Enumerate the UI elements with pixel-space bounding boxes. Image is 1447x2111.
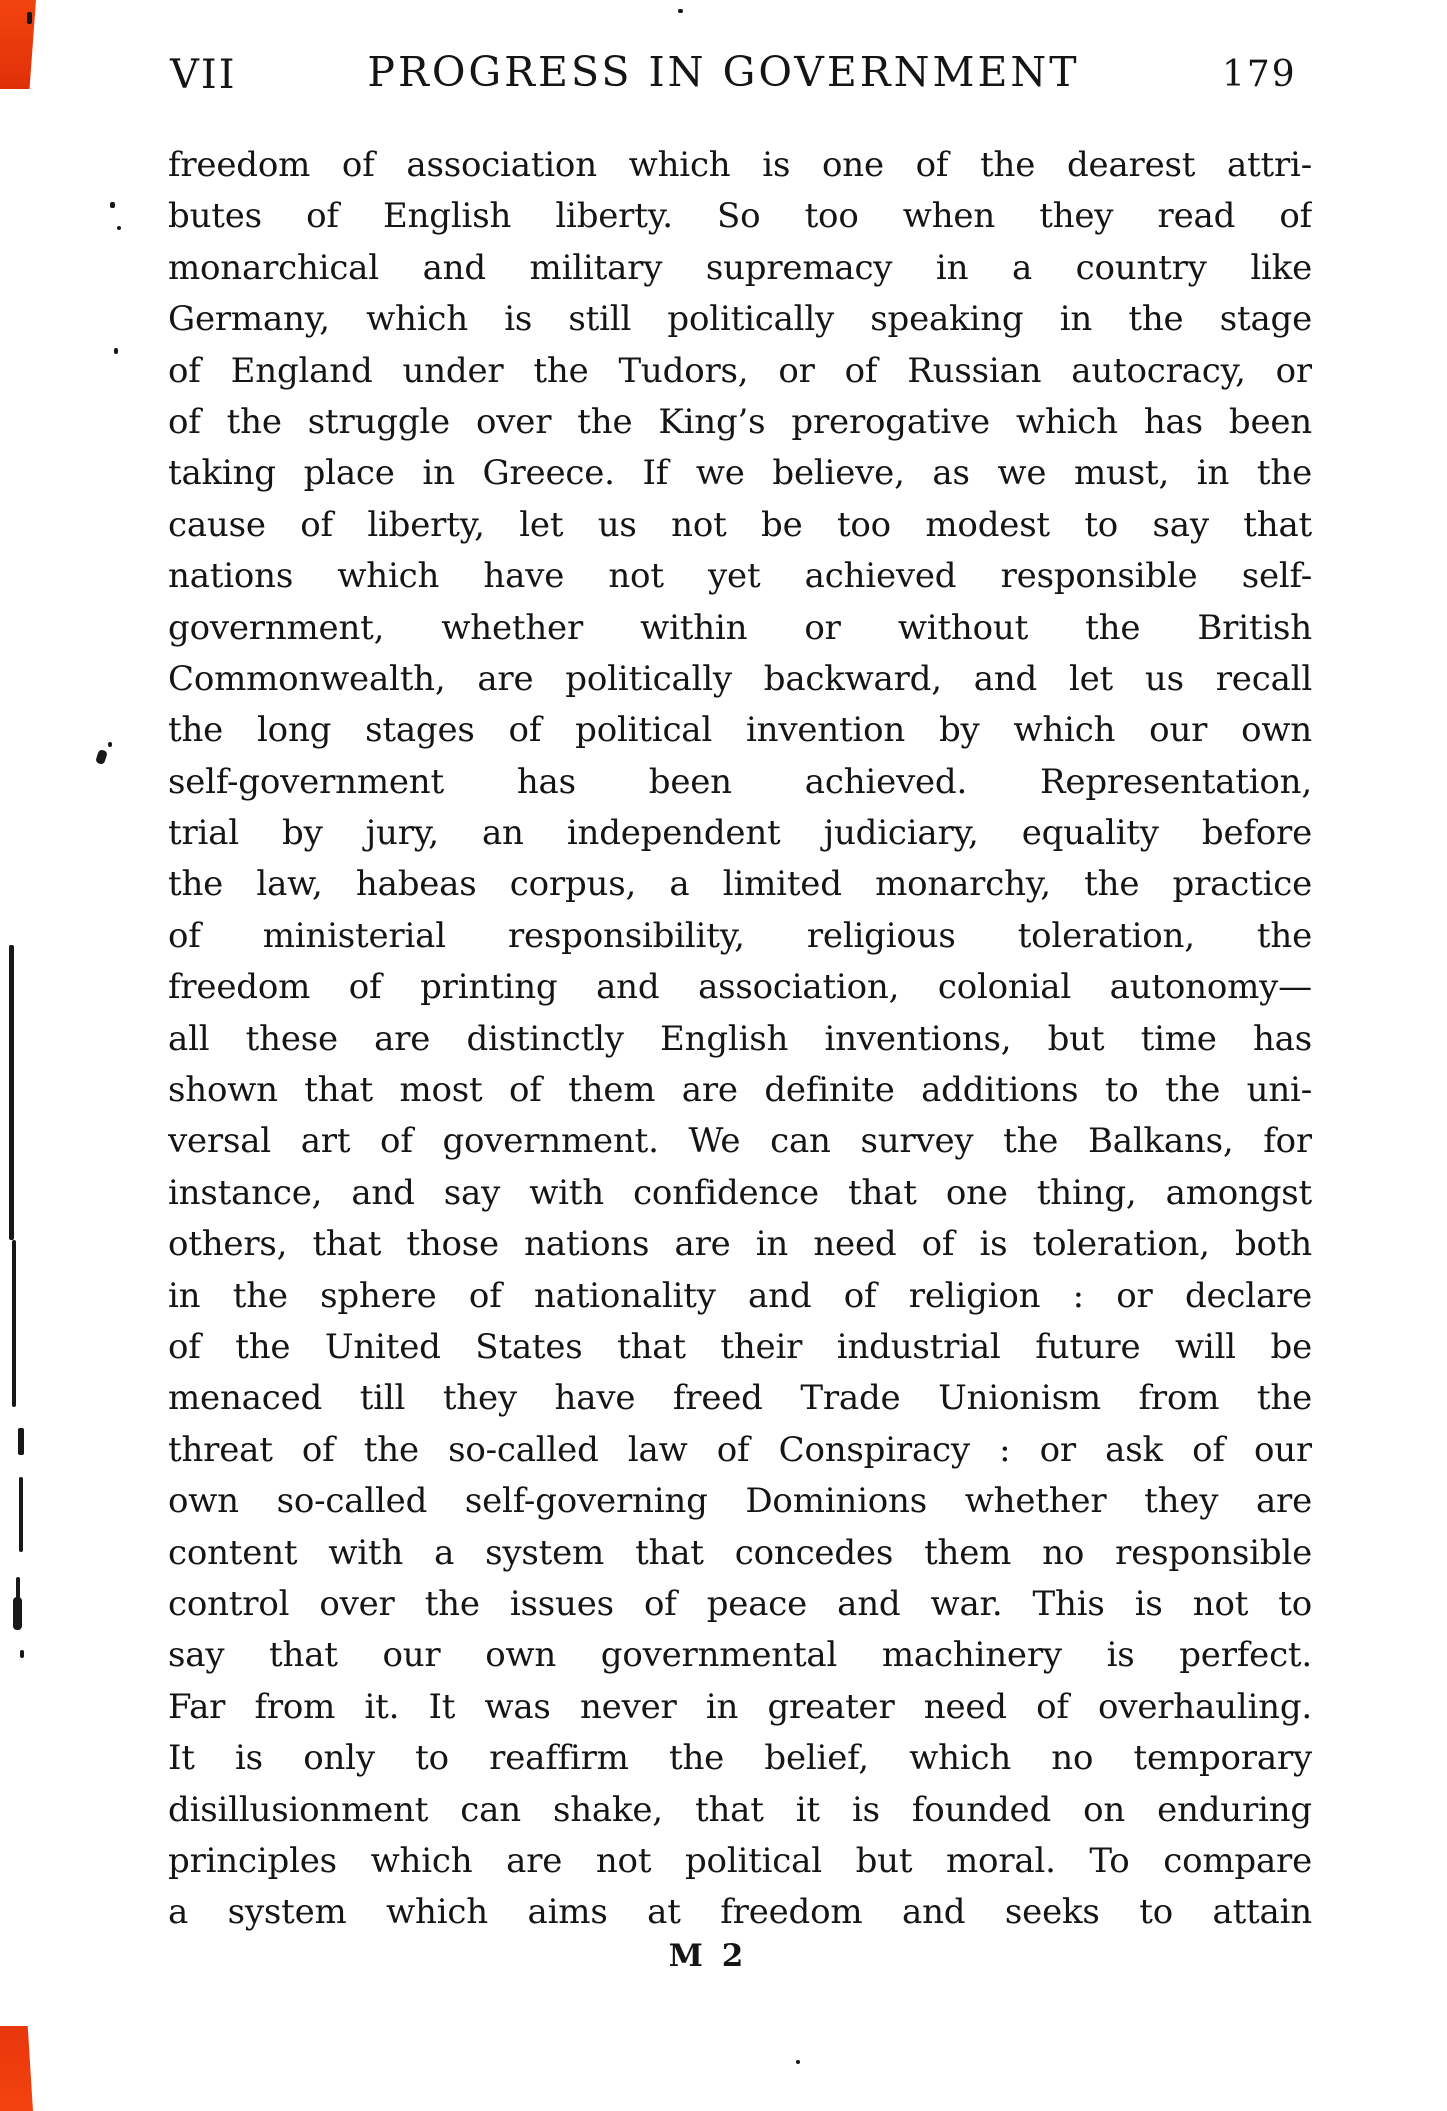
- page-number: 179: [1222, 54, 1297, 95]
- body-line: of England under the Tudors, or of Russian autocracy, or: [168, 350, 1312, 391]
- body-line: disillusionment can shake, that it is founded on enduring: [168, 1789, 1312, 1830]
- body-line: cause of liberty, let us not be too modest to say that: [168, 504, 1312, 545]
- body-line: the law, habeas corpus, a limited monarchy, the practice: [168, 864, 1312, 905]
- scan-speck: [796, 2060, 800, 2064]
- body-line: freedom of association which is one of the dearest attri-: [168, 145, 1312, 185]
- scan-artifact-gutter-line: [20, 1650, 24, 1658]
- body-line: nations which have not yet achieved responsible self-: [168, 556, 1312, 597]
- body-line: freedom of printing and association, colonial autonomy—: [168, 967, 1312, 1008]
- body-line: of the struggle over the King’s prerogative which has been: [168, 401, 1312, 442]
- scan-speck: [108, 742, 112, 747]
- body-line: Commonwealth, are politically backward, and let us recall: [168, 658, 1312, 699]
- body-line: instance, and say with confidence that one thing, amongst: [168, 1172, 1312, 1213]
- body-line: versal art of government. We can survey the Balkans, for: [168, 1121, 1312, 1162]
- scan-artifact-gutter-line: [18, 1428, 24, 1455]
- body-line: monarchical and military supremacy in a country like: [168, 247, 1312, 288]
- scan-speck: [95, 749, 108, 765]
- body-line: menaced till they have freed Trade Unionism from the: [168, 1378, 1312, 1419]
- body-line: It is only to reaffirm the belief, which no temporary: [168, 1738, 1312, 1779]
- scan-speck: [678, 9, 683, 13]
- body-line: all these are distinctly English inventions, but time has: [168, 1018, 1312, 1059]
- scan-speck: [117, 226, 121, 230]
- scan-speck: [27, 12, 32, 24]
- scan-speck: [110, 202, 115, 208]
- scan-artifact-gutter-blob: [13, 1597, 22, 1630]
- body-line: control over the issues of peace and war. This is not to: [168, 1583, 1312, 1624]
- body-text-block: [168, 140, 1312, 1939]
- scan-mark-bottom-left: [0, 2026, 33, 2111]
- body-line: of the United States that their industrial future will be: [168, 1326, 1312, 1367]
- body-line: in the sphere of nationality and of religion : or declare: [168, 1275, 1312, 1316]
- body-line: content with a system that concedes them no responsible: [168, 1532, 1312, 1573]
- body-line: say that our own governmental machinery is perfect.: [168, 1635, 1312, 1676]
- body-line: Germany, which is still politically speaking in the stage: [168, 299, 1312, 340]
- running-head: [0, 0, 1447, 110]
- body-line: threat of the so-called law of Conspiracy : or ask of our: [168, 1429, 1312, 1470]
- body-line: principles which are not political but moral. To compare: [168, 1840, 1312, 1881]
- body-line: the long stages of political invention by which our own: [168, 710, 1312, 751]
- body-line: government, whether within or without the British: [168, 607, 1312, 648]
- body-line: others, that those nations are in need of is toleration, both: [168, 1224, 1312, 1265]
- scan-artifact-gutter-line: [19, 1477, 23, 1552]
- body-line: of ministerial responsibility, religious toleration, the: [168, 915, 1312, 956]
- scan-speck: [114, 348, 118, 354]
- printer-signature: M 2: [668, 1938, 748, 1974]
- body-line: Far from it. It was never in greater need of overhauling.: [168, 1686, 1312, 1727]
- body-line: a system which aims at freedom and seeks to attain: [168, 1892, 1312, 1933]
- body-line: trial by jury, an independent judiciary, equality before: [168, 813, 1312, 854]
- body-line: taking place in Greece. If we believe, as we must, in the: [168, 453, 1312, 494]
- body-line: own so-called self-governing Dominions whether they are: [168, 1481, 1312, 1522]
- chapter-number: VII: [170, 52, 237, 98]
- scan-artifact-gutter-line: [12, 1240, 16, 1407]
- scan-artifact-gutter-line: [16, 1577, 20, 1599]
- body-line: shown that most of them are definite additions to the uni-: [168, 1070, 1312, 1111]
- body-line: butes of English liberty. So too when they read of: [168, 196, 1312, 237]
- body-line: self-government has been achieved. Representation,: [168, 761, 1312, 802]
- page-title: PROGRESS IN GOVERNMENT: [367, 48, 1080, 96]
- scan-artifact-gutter-line: [9, 945, 14, 1240]
